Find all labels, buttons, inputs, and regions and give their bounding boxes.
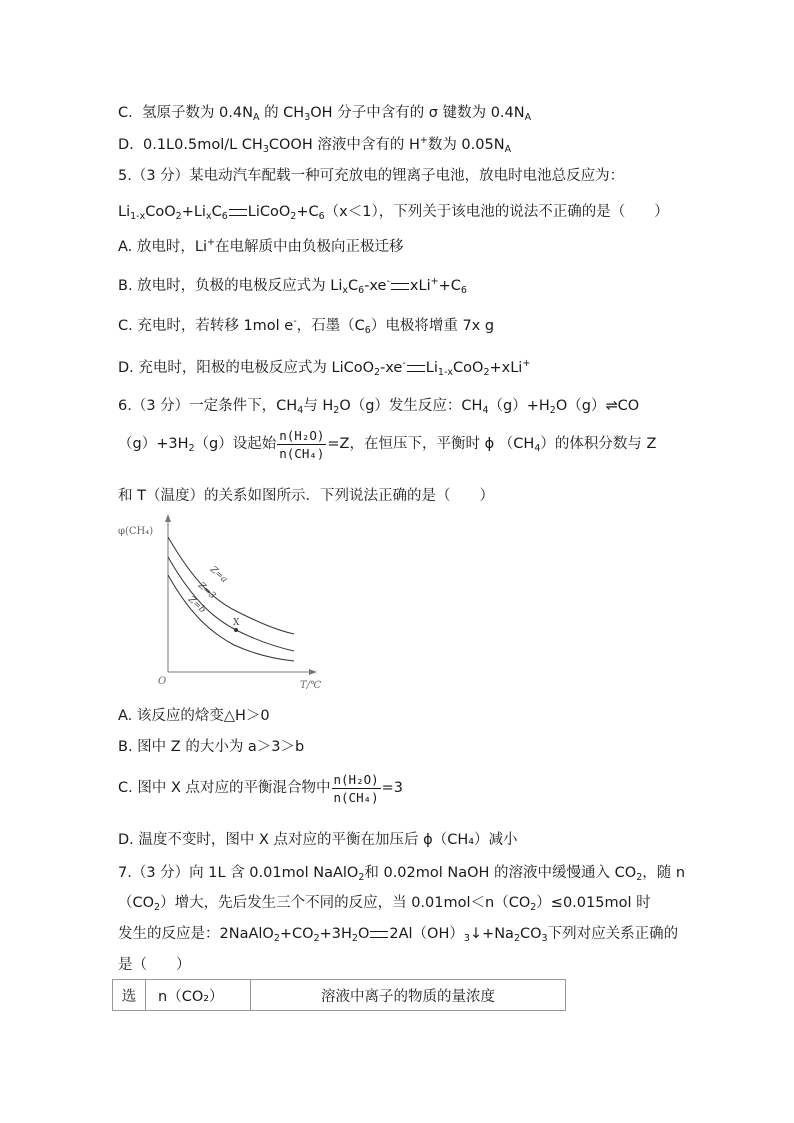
curve-z-b: [168, 575, 294, 661]
q5-stem: 5.（3 分）某电动汽车配载一种可充放电的锂离子电池，放电时电池总反应为：: [118, 168, 625, 184]
x-axis-label: T/℃: [300, 680, 322, 691]
q5-option-c: C. 充电时，若转移 1mol e-，石墨$(C_6)$电极将增重 7x g: [118, 316, 495, 336]
equals-sign: [229, 209, 247, 216]
table-header-option: 选: [113, 980, 146, 1011]
q7-stem-line3: 发生的反应是：$2NaAlO_2+CO_2+3H_2O$ $2Al(OH)_3↓+Na_2CO_3$下列对应关系正确的: [118, 926, 679, 944]
q5-option-d: D. 充电时，阳极的电极反应式为 LiCoO$_2$-xe- $Li_{1-x}CoO_2+xLi^+$: [118, 358, 531, 378]
q6-option-b: B. 图中 Z 的大小为 a＞3＞b: [118, 739, 305, 755]
x-axis-arrow-icon: [309, 669, 317, 675]
q6-option-c: C. 图中 X 点对应的平衡混合物中 $\frac{\text{n(H₂O)}}{\text{n(CH₄)}}$ =3: [118, 771, 404, 805]
q5-option-a: A. 放电时，Li+在电解质中由负极向正极迁移: [118, 237, 404, 255]
ratio-fraction: $\frac{\text{n(H₂O)}}{\text{n(CH₄)}}$: [333, 771, 379, 805]
point-x-label: X: [233, 618, 240, 628]
q7-stem-line2: $(CO_2)$增大，先后发生三个不同的反应，当 $0.01mol<n(CO_2)\le 0.015mol$ 时: [118, 895, 651, 913]
table-header-concentration: 溶液中离子的物质的量浓度: [251, 980, 566, 1011]
y-axis-arrow-icon: [165, 514, 171, 522]
equals-sign: [407, 365, 425, 372]
q7-stem-line1: 7.（3 分）向 1L 含 0.01mol NaAlO$_2$和 0.02mol NaOH 的溶液中缓慢通入 $CO_2$，随 n: [118, 865, 686, 883]
q4-option-d: D. 0.1L0.5mol/L $CH_3COOH$ 溶液中含有的 H+数为 $0.05N_A$: [118, 135, 512, 155]
curve-label-z-3: Z=3: [195, 580, 218, 602]
table-header-n-co2: n（CO₂）: [146, 980, 251, 1011]
table-header-row: [113, 980, 566, 1011]
y-axis-label: φ(CH₄): [118, 526, 154, 537]
curve-label-z-a: Z=a: [207, 564, 229, 586]
q4-option-c: C. 氢原子数为 $0.4N_A$ 的 $CH_3OH$ 分子中含有的 σ 键数为 $0.4N_A$: [118, 105, 532, 123]
q6-stem-line3: 和 T（温度）的关系如图所示．下列说法正确的是（ ）: [118, 488, 494, 504]
origin-label: O: [158, 676, 167, 687]
point-x: [234, 628, 238, 632]
ratio-fraction: $\frac{\text{n(H₂O)}}{\text{n(CH₄)}}$: [279, 427, 325, 461]
q7-option-table: [112, 979, 566, 1011]
curve-label-z-b: Z=b: [185, 594, 208, 616]
q6-stem-line1: 6.（3 分）一定条件下，$CH_4$与 $H_2O(g)$发生反应：$CH_4(g)+H_2O(g)\rightleftharpoons CO$: [118, 398, 640, 416]
q6-graph: [118, 512, 322, 692]
q7-stem-line4: 是（ ）: [118, 957, 191, 973]
equals-sign: [391, 283, 409, 290]
q6-option-a: A. 该反应的焓变△H＞0: [118, 708, 270, 724]
equals-sign: [370, 931, 388, 938]
q5-option-b: B. 放电时，负极的电极反应式为 $Li_xC_6-xe^-$ $xLi^++C_6$: [118, 276, 467, 296]
q6-stem-line2: $(g)+3H_2(g)$设起始 $\frac{\text{n(H₂O)}}{\text{n(CH₄)}}$ =Z，在恒压下，平衡时 ϕ $(CH_4)$的体积分数与 Z: [118, 427, 657, 461]
q5-equation: $Li_{1-x}CoO_2+Li_xC_6$ $LiCoO_2+C_6(x<1)$，下列关于该电池的说法不正确的是（ ）: [118, 204, 669, 222]
q6-option-d: D. 温度不变时，图中 X 点对应的平衡在加压后 ϕ（CH₄）减小: [118, 832, 518, 848]
